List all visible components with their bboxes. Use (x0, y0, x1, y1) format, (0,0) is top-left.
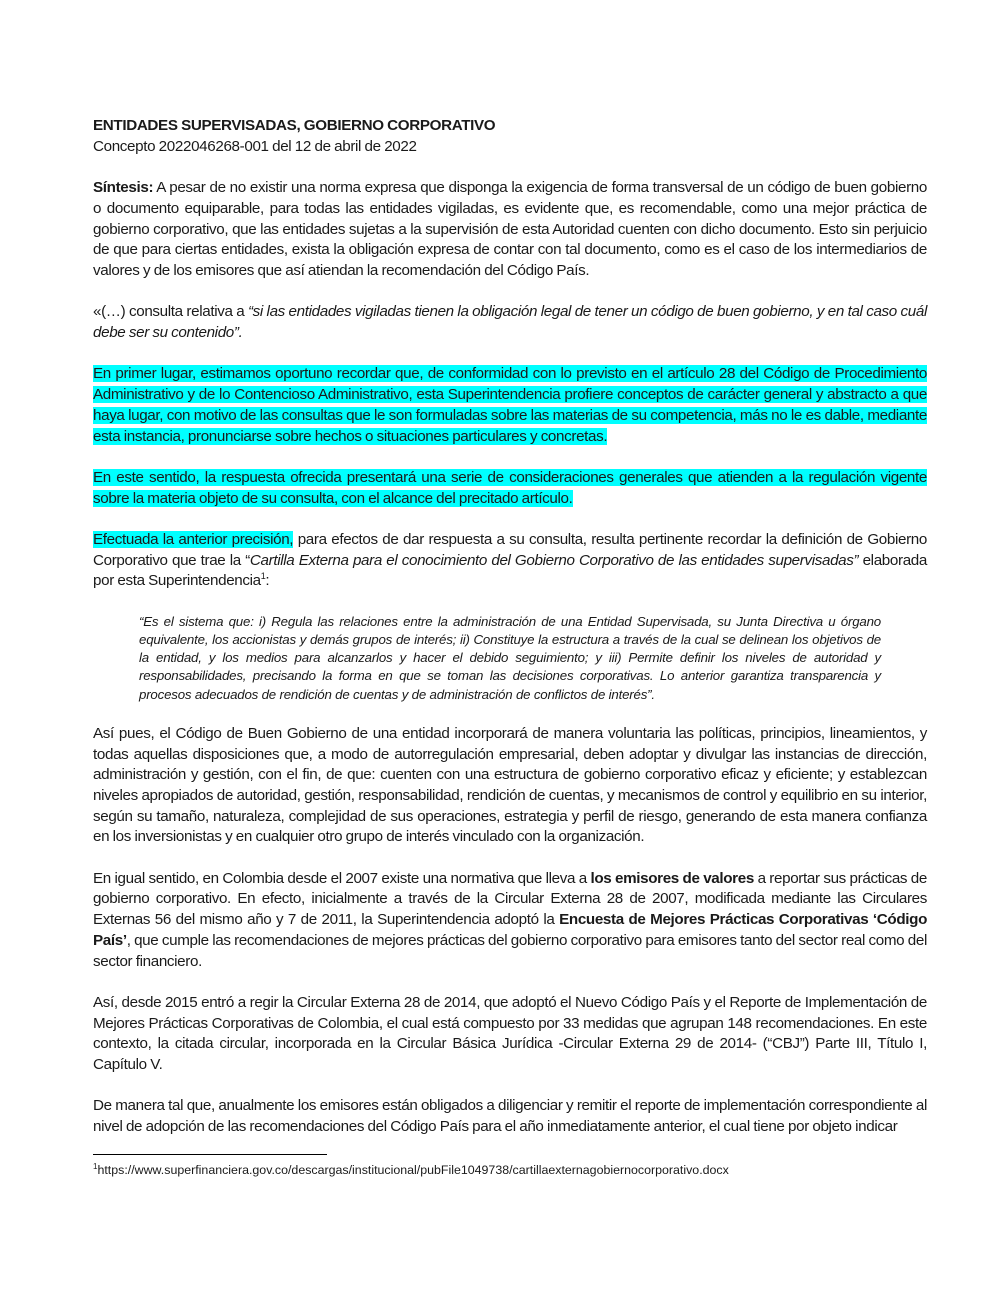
query-quote: “si las entidades vigiladas tienen la obligación legal de tener un código de buen gobierno, y en tal caso cuál debe ser su contenido”. (93, 303, 927, 341)
footnote-link[interactable]: https://www.superfinanciera.gov.co/descargas/institucional/pubFile1049738/cartillaexternagobiernocorporativo.docx (97, 1163, 729, 1177)
synthesis-paragraph (93, 178, 927, 282)
query-lead: «(…) consulta relativa a (93, 303, 248, 321)
footnote-reference: 1 (260, 571, 266, 582)
paragraph-definition-intro (93, 530, 927, 592)
highlighted-text: En primer lugar, estimamos oportuno recordar que, de conformidad con lo previsto en el artículo 28 del Código de Procedimiento Administrativo y de lo Contencioso Administrativo, esta Superintendencia profiere conceptos de carácter general y abstracto a que haya lugar, con motivo de las consultas que le son formuladas sobre las materias de su competencia, más no le es dable, mediante esta instancia, pronunciarse sobre hechos o situaciones particulares y concretas. (93, 365, 927, 445)
definition-intro-colon: : (265, 572, 270, 590)
paragraph-code-of-governance: Así pues, el Código de Buen Gobierno de una entidad incorporará de manera voluntaria las políticas, principios, lineamientos, y todas aquellas disposiciones que, a modo de autorregulación empresarial, deben adoptar y divulgar las instancias de dirección, administración y gestión, con el fin, de que: cuenten con una estructura de gobierno corporativo eficaz y eficiente; y establezcan niveles apropiados de autoridad, gestión, responsabilidad, rendición de cuentas, y mecanismos de control y equilibrio en su interior, según su tamaño, naturaleza, complejidad de sus operaciones, estrategia y perfil de riesgo, generando de esta manera confianza en los inversionistas y en cualquier otro grupo de interés vinculado con la organización. (93, 724, 927, 846)
concept-reference: Concepto 2022046268-001 del 12 de abril de 2022 (93, 137, 417, 155)
paragraph-competence (93, 364, 927, 447)
synthesis-label: Síntesis: (93, 179, 154, 197)
paragraph-circular-28: Así, desde 2015 entró a regir la Circular Externa 28 de 2014, que adoptó el Nuevo Código País y el Reporte de Implementación de Mejores Prácticas Corporativas de Colombia, el cual está compuesto por 33 medidas que agrupan 148 recomendaciones. En este contexto, la citada circular, incorporada en la Circular Básica Jurídica -Circular Externa 29 de 2014- (“CBJ”) Parte III, Título I, Capítulo V. (93, 993, 927, 1074)
paragraph-scope (93, 468, 927, 509)
document-title: ENTIDADES SUPERVISADAS, GOBIERNO CORPORATIVO (93, 117, 496, 134)
paragraph-annual-report: De manera tal que, anualmente los emisores están obligados a diligenciar y remitir el reporte de implementación correspondiente al nivel de adopción de las recomendaciones del Código País para el año inmediatamente anterior, el cual tiene por objeto indicar (93, 1097, 927, 1136)
document-body (93, 116, 927, 1159)
cartilla-title: Cartilla Externa para el conocimiento del Gobierno Corporativo de las entidades supervisadas” (249, 551, 859, 569)
definition-intro-text-b: elaborada por esta Superintendencia (93, 551, 927, 590)
definition-block-quote: “Es el sistema que: i) Regula las relaciones entre la administración de una Entidad Supervisada, su Junta Directiva u órgano equivalente, los accionistas y demás grupos de interés; ii) Constituye la estructura a través de la cual se delinean los objetivos de la entidad, y los medios para alcanzarlos y hacer el debido seguimiento; y iii) Permite definir los niveles de autoridad y responsabilidades, precisando la forma en que se toman las decisiones corporativas. Lo anterior garantiza transparencia y procesos adecuados de rendición de cuentas y de administración de conflictos de interés”. (139, 613, 881, 702)
bold-emisores: los emisores de valores (590, 869, 754, 887)
text-run: , que cumple las recomendaciones de mejores prácticas del gobierno corporativo para emisores tanto del sector real como del sector financiero. (93, 931, 927, 970)
footnote (93, 1162, 933, 1178)
footnote-marker: 1 (93, 1161, 98, 1171)
highlighted-text: Efectuada la anterior precisión, (93, 530, 294, 548)
definition-intro-text: para efectos de dar respuesta a su consulta, resulta pertinente recordar la definición de Gobierno Corporativo que trae la “ (93, 530, 927, 569)
paragraph-codigo-pais (93, 869, 927, 973)
text-run: En igual sentido, en Colombia desde el 2007 existe una normativa que lleva a (93, 869, 591, 887)
bold-encuesta: Encuesta de Mejores Prácticas Corporativas ‘Código País’ (93, 911, 928, 949)
footnote-divider (93, 1154, 327, 1155)
highlighted-text: En este sentido, la respuesta ofrecida presentará una serie de consideraciones generales que atienden a la regulación vigente sobre la materia objeto de su consulta, con el alcance del precitado artículo. (93, 468, 927, 507)
query-paragraph (93, 302, 927, 343)
synthesis-text: A pesar de no existir una norma expresa que disponga la exigencia de forma transversal de un código de buen gobierno o documento equiparable, para todas las entidades vigiladas, es evidente que, es recomendable, como una mejor práctica de gobierno corporativo, que las entidades sujetas a la supervisión de esta Autoridad cuenten con dicho documento. Esto sin perjuicio de que para ciertas entidades, exista la obligación expresa de contar con tal documento, como es el caso de los intermediarios de valores y de los emisores que así atiendan la recomendación del Código País. (93, 179, 927, 279)
text-run: a reportar sus prácticas de gobierno corporativo. En efecto, inicialmente a través de la Circular Externa 28 de 2007, modificada mediante las Circulares Externas 56 del mismo año y 7 de 2011, la Superintendencia adoptó la (93, 869, 927, 929)
